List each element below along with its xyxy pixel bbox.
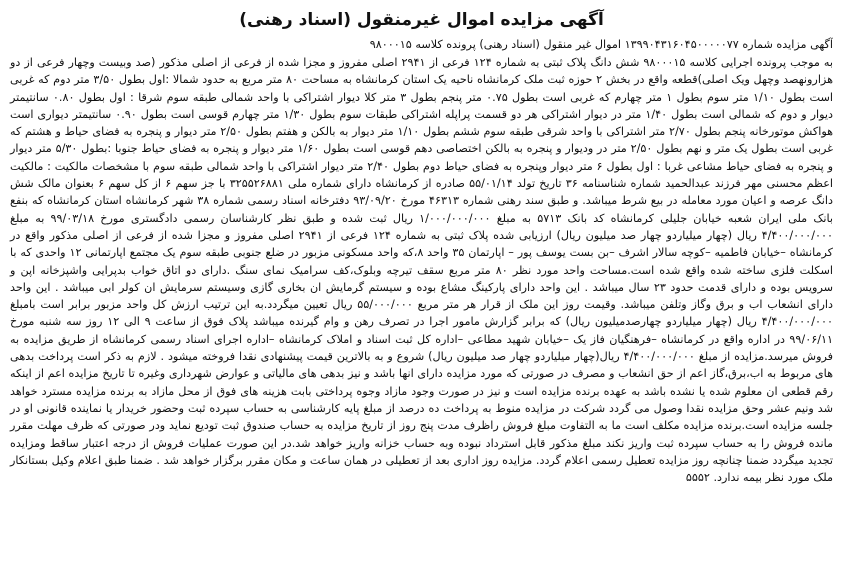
notice-body: به موجب پرونده اجرایی کلاسه ۹۸۰۰۰۱۵ شش دانگ پلاک ثبتی به شماره ۱۲۴ فرعی از ۲۹۴۱ اصلی مفروز و مجزا شده از فرعی از اصلی مذکور (صد وبیست وچهار فرعی از دو هزارونهصد وچهل ویک اصلی)قطعه واقع در بخش ۲ حوزه ثبت ملک کرمانشاه ناحیه یک استان کرمانشاه به مساحت ۸۰ متر مربع به حدود شمالا :اول بطول ۳/۵۰ متر دوم که غربی است بطول ۱/۱۰ متر سوم بطول ۱ متر چهارم که غربی است بطول ۰.۷۵ متر پنجم بطول ۳ متر کلا دیوار اشتراکی با واحد شمالی طبقه سوم شرقا : اول بطول ۰.۸۰ سانتیمتر دیوار و دوم که شمالی است بطول ۱/۴۰ متر در دیوار اشتراکی هر دو قسمت پراپله اشتراکی طبقات سوم بطول ۱/۳۰ متر چهارم قوسی است بطول ۰.۹۰ سانتیمتر دیواری است هواکش موتورخانه پنجم بطول ۲/۷۰ متر اشتراکی با واحد شرقی طبقه سوم ششم بطول ۱/۱۰ متر دیوار به بالکن و هفتم بطول ۲/۵۰ متر دیوار و پنجره به فضای حیاط و هشتم که غربی است بطول یک متر و نهم بطول ۲/۵۰ متر در ودیوار و پنجره به بالکن اختصاصی دهم قوسی است بطول ۱/۶۰ متر دیوار و پنجره به فضای حیاط جنوبا :بطول ۵/۳۰ متر دیوار و پنجره به فضای حیاط مشاعی غربا : اول بطول ۶ متر دیوار وپنجره به فضای حیاط دوم بطول ۲/۴۰ متر دیوار اشتراکی با واحد شمالی طبقه سوم با مشخصات مالکیت : مالکیت اعظم محسنی مهر فرزند عبدالحمید شماره شناسنامه ۳۶ تاریخ تولد ۵۵/۰۱/۱۴ صادره از کرمانشاه دارای شماره ملی ۳۲۵۵۲۶۸۸۱ با جز سهم ۶ از کل سهم ۶ بعنوان مالک شش دانگ عرصه و اعیان مورد معامله در بیع شرط میباشد. و طبق سند رهنی شماره ۴۶۳۱۳ مورخ ۹۳/۰۹/۲۰ دفترخانه اسناد رسمی شماره ۳۸ شهر کرمانشاه استان کرمانشاه که بنفع بانک ملی ایران شعبه خیابان جلیلی کرمانشاه کد بانک ۵۷۱۳ به مبلغ ۱/۰۰۰/۰۰۰/۰۰۰ ریال ثبت شده و طبق نظر کارشناسان رسمی دادگستری مورخ ۹۹/۰۳/۱۸ به مبلغ ۴/۴۰۰/۰۰۰/۰۰۰ ریال (چهار میلیاردو چهار صد میلیون ریال) ارزیابی شده پلاک ثبتی به شماره ۱۲۴ فرعی از ۲۹۴۱ اصلی مفروز و مجزا شده از فرعی از اصلی مذکور واقع در کرمانشاه –خیابان فاطمیه –کوچه سالار اشرف –بن بست یوسف پور – اپارتمان ۳۵ واحد ۸،که واحد مسکونی مزبور در ضلع جنوبی طبقه سوم یک مجتمع اپارتمانی ۱۲ واحدی که با اسکلت فلزی ساخته شده واقع شده است.مساحت واحد مورد نظر ۸۰ متر مربع سقف تیرچه وبلوک،کف سرامیک نمای سنگ .دارای دو اتاق خواب بدپرایی واشپزخانه اپن و سرویس بوده و دارای قدمت حدود ۲۳ سال میباشد . این واحد دارای پارکینگ مشاع بوده و سیستم گرمایش ان بخاری گازی وسیستم سرمایش ان کولر ابی میباشد . این واحد دارای انشعاب اب و برق وگاز وتلفن میباشد. وقیمت روز این ملک از قرار هر متر مربع ۵۵/۰۰۰/۰۰۰ ریال تعیین میگردد.به این ترتیب ارزش کل واحد مزبور برابر است بامبلغ ۴/۴۰۰/۰۰۰/۰۰۰ ریال (چهار میلیاردو چهارصدمیلیون ریال) که برابر گزارش مامور اجرا در تصرف رهن و وام گیرنده میباشد پلاک فوق از ساعت ۹ الی ۱۲ روز سه شنبه مورخ ۹۹/۰۶/۱۱ در اداره واقع در کرمانشاه –فرهنگیان فاز یک –خیابان شهید مطاعی –اداره کل ثبت اسناد و املاک کرمانشاه –اداره اجرای اسناد رسمی کرمانشاه از طریق مزایده به فروش میرسد.مزایده از مبلغ ۴/۴۰۰/۰۰۰/۰۰۰ ریال(چهار میلیاردو چهار صد میلیون ریال) شروع و به بالاترین قیمت پیشنهادی نقدا فروخته میشود . لازم به ذکر است پرداخت بدهی های مربوط به اب،برق،گاز اعم از حق انشعاب و مصرف در صورتی که مورد مزایده دارای انها باشد و نیز بدهی های مالیاتی و عوارض شهرداری وغیره تا تاریخ مزایده اعم از اینکه رقم قطعی ان معلوم شده یا نشده باشد به عهده برنده مزایده است و نیز در صورت وجود مازاد وجوه پرداختی بابت هزینه های فوق از محل مازاد به برنده مزایده مسترد خواهد شد ونیم عشر وحق مزایده نقدا وصول می گردد شرکت در مزایده منوط به پرداخت ده درصد از مبلغ پایه کارشناسی به حساب سپرده ثبت وحضور خریدار یا نماینده قانونی او در جلسه مزایده است.برنده مزایده مکلف است ما به التفاوت مبلغ فروش راظرف مدت پنج روز از تاریخ مزایده به حساب صندوق ثبت تودیع نماید ودر صورتی که ظرف مهلت مقرر مانده فروش را به حساب سپرده ثبت واریز نکند مبلغ مذکور قابل استرداد نبوده وبه حساب خزانه واریز خواهد شد.در این صورت عملیات فروش از درجه اعتبار ساقط ومزایده تجدید میگردد ضمنا چنانچه روز مزایده تعطیل رسمی اعلام گردد. مزایده روز اداری بعد از تعطیلی در همان ساعت و مکان مقرر برگزار خواهد شد . ضمنا طبق اعلام وکیل بستانکار ملک مورد نظر بیمه ندارد. ۵۵۵۲ xyxy=(10,56,834,485)
notice-title: آگهی مزایده اموال غیرمنقول (اسناد رهنی) xyxy=(239,10,604,30)
notice-subtitle: آگهی مزایده شماره ۱۳۹۹۰۴۳۱۶۰۴۵۰۰۰۰۰۷۷ اموال غیر منقول (اسناد رهنی) پرونده کلاسه ۹۸۰۰۰۱۵ xyxy=(369,38,833,51)
auction-notice xyxy=(4,4,839,564)
